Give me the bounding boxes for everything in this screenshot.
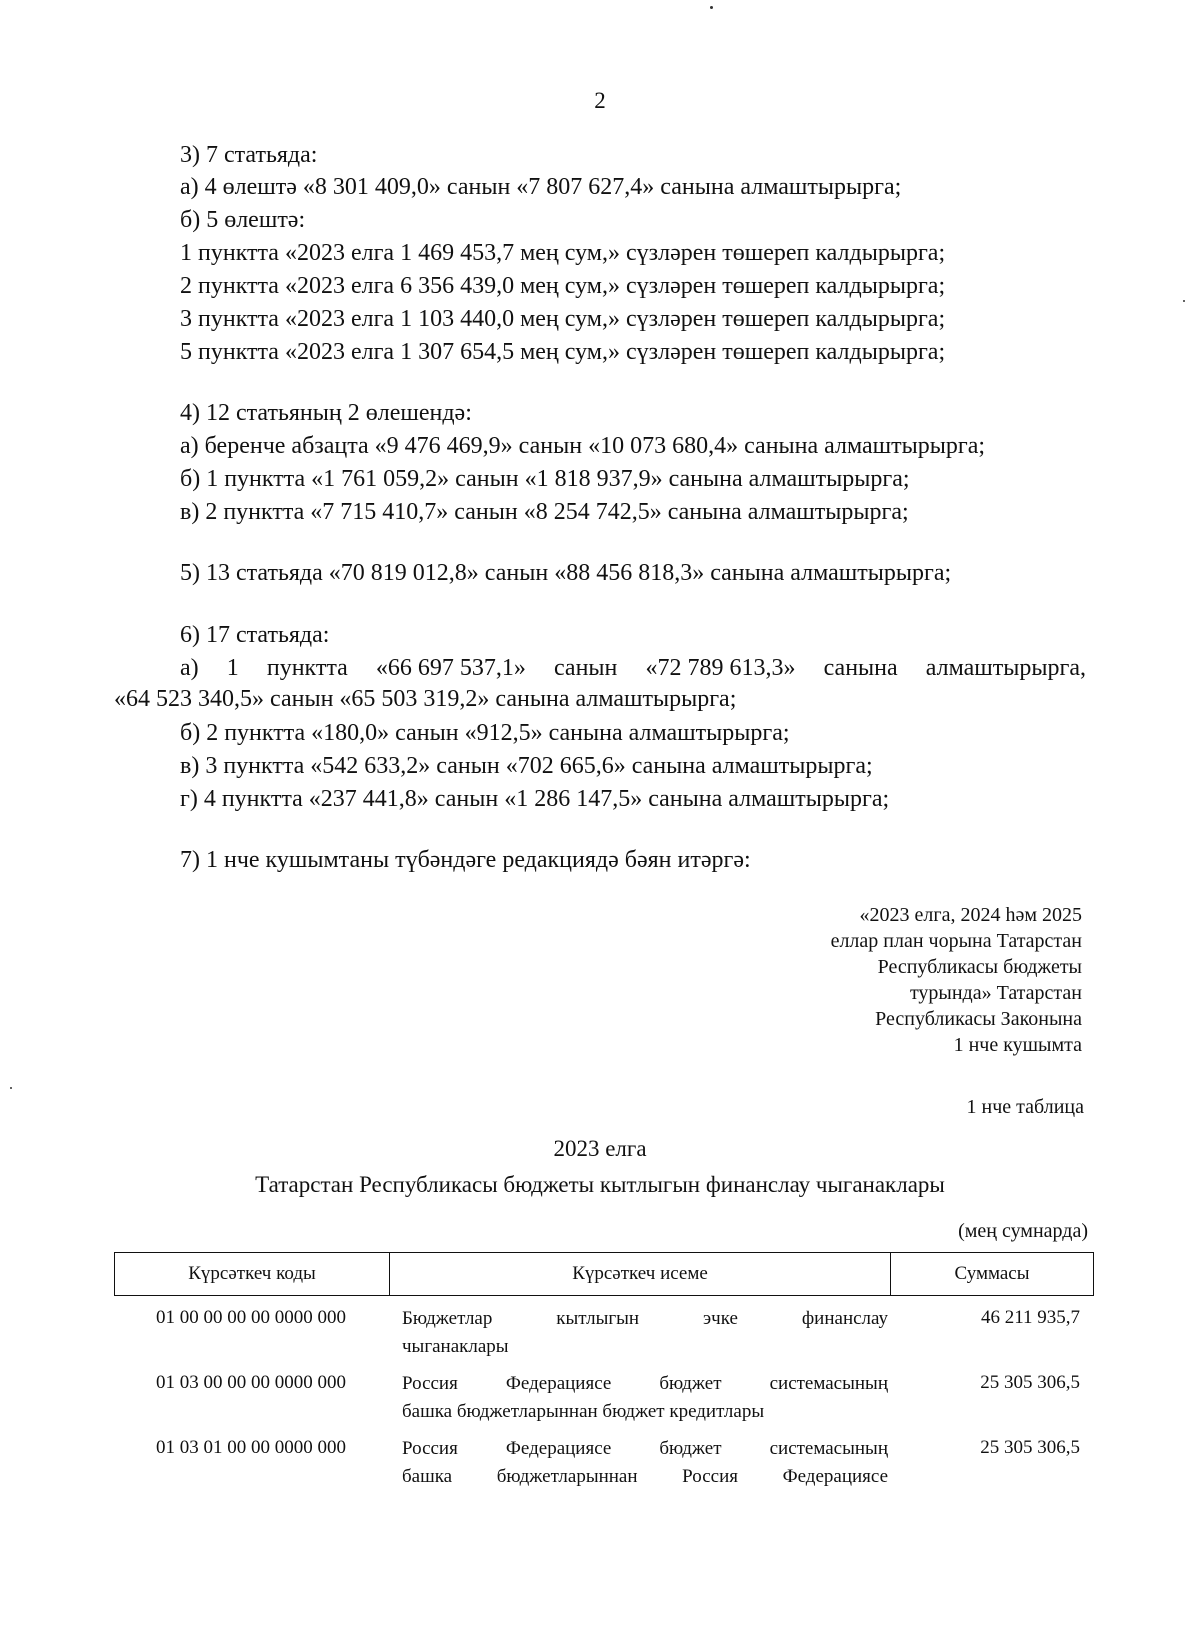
para-3-item-a: а) 4 өлештә «8 301 409,0» санын «7 807 627,4» санына алмаштырырга; (180, 174, 902, 200)
para-3-point-3: 3 пунктта «2023 елга 1 103 440,0 мең сум,» сүзләрен төшереп калдырырга; (180, 306, 946, 332)
word: алмаштырырга, (925, 655, 1086, 681)
para-3-point-1: 1 пунктта «2023 елга 1 469 453,7 мең сум,» сүзләрен төшереп калдырырга; (180, 240, 946, 266)
para-6-item-v: в) 3 пунктта «542 633,2» санын «702 665,6» санына алмаштырырга; (180, 753, 873, 779)
row-name-line: чыганаклары (402, 1336, 509, 1357)
row-name (388, 1435, 888, 1491)
para-6-item-b: б) 2 пунктта «180,0» санын «912,5» санына алмаштырырга; (180, 720, 790, 746)
table-number: 1 нче таблица (966, 1096, 1084, 1118)
header-code: Күрсәткеч коды (188, 1263, 316, 1284)
row-name (388, 1305, 888, 1361)
word: пунктта (266, 655, 348, 681)
word: санын (553, 655, 618, 681)
attachment-note-line: Республикасы Законына (875, 1008, 1082, 1030)
row-code: 01 03 01 00 00 0000 000 (156, 1437, 346, 1458)
row-name-line: башка бюджетларыннан бюджет кредитлары (402, 1401, 765, 1422)
para-6-item-a-line2: «64 523 340,5» санын «65 503 319,2» санына алмаштырырга; (114, 686, 737, 712)
row-name-line: Бюджетлар кытлыгын эчке финанслау (402, 1308, 888, 1329)
page-number: 2 (594, 88, 606, 113)
table-row (114, 1435, 1094, 1491)
para-5-text: 5) 13 статьяда «70 819 012,8» санын «88 456 818,3» санына алмаштырырга; (180, 560, 952, 586)
scan-speck (710, 6, 713, 9)
table-header-row (114, 1252, 1094, 1296)
attachment-note (662, 902, 1082, 1058)
scan-speck (10, 1087, 12, 1089)
table-heading-title: Татарстан Республикасы бюджеты кытлыгын финанслау чыганаклары (255, 1172, 945, 1197)
attachment-note-line: Республикасы бюджеты (877, 956, 1082, 978)
table-row (114, 1370, 1094, 1426)
row-name-line: башка бюджетларыннан Россия Федерациясе (402, 1466, 888, 1487)
para-4-item-v: в) 2 пунктта «7 715 410,7» санын «8 254 742,5» санына алмаштырырга; (180, 499, 909, 525)
financing-table (114, 1252, 1094, 1491)
row-sum: 25 305 306,5 (980, 1372, 1080, 1393)
para-3-point-2: 2 пунктта «2023 елга 6 356 439,0 мең сум,» сүзләрен төшереп калдырырга; (180, 273, 946, 299)
para-3-item-b: б) 5 өлештә: (180, 207, 306, 233)
para-7-text: 7) 1 нче кушымтаны түбәндәге редакциядә бәян итәргә: (180, 847, 751, 873)
word: «66 697 537,1» (375, 655, 526, 681)
attachment-note-line: «2023 елга, 2024 һәм 2025 (859, 904, 1082, 926)
para-6-title: 6) 17 статьяда: (180, 622, 330, 648)
row-name-line: Россия Федерациясе бюджет системасының (402, 1373, 888, 1394)
attachment-note-line: турында» Татарстан (909, 982, 1082, 1004)
units-label: (мең сумнарда) (958, 1220, 1088, 1242)
attachment-note-line: еллар план чорына Татарстан (830, 930, 1082, 952)
para-3-point-5: 5 пунктта «2023 елга 1 307 654,5 мең сум,» сүзләрен төшереп калдырырга; (180, 339, 946, 365)
row-name-line: Россия Федерациясе бюджет системасының (402, 1438, 888, 1459)
header-sum: Суммасы (954, 1263, 1030, 1284)
para-4-title: 4) 12 статьяның 2 өлешендә: (180, 400, 472, 426)
para-4-item-a: а) беренче абзацта «9 476 469,9» санын «10 073 680,4» санына алмаштырырга; (180, 433, 986, 459)
para-4-item-b: б) 1 пунктта «1 761 059,2» санын «1 818 937,9» санына алмаштырырга; (180, 466, 910, 492)
row-name (388, 1370, 888, 1426)
scan-speck (1183, 300, 1185, 302)
row-code: 01 00 00 00 00 0000 000 (156, 1307, 346, 1328)
attachment-note-line: 1 нче кушымта (953, 1034, 1082, 1056)
para-6-item-a-line1 (180, 653, 1086, 683)
word: 1 (226, 655, 239, 681)
row-sum: 25 305 306,5 (980, 1437, 1080, 1458)
word: «72 789 613,3» (645, 655, 796, 681)
word: санына (823, 655, 898, 681)
header-name: Күрсәткеч исеме (389, 1253, 891, 1295)
table-row (114, 1305, 1094, 1361)
para-3-title: 3) 7 статьяда: (180, 142, 318, 168)
word: а) (180, 655, 199, 681)
row-code: 01 03 00 00 00 0000 000 (156, 1372, 346, 1393)
row-sum: 46 211 935,7 (980, 1307, 1080, 1328)
table-heading-year: 2023 елга (553, 1136, 647, 1161)
para-6-item-g: г) 4 пунктта «237 441,8» санын «1 286 147,5» санына алмаштырырга; (180, 786, 890, 812)
